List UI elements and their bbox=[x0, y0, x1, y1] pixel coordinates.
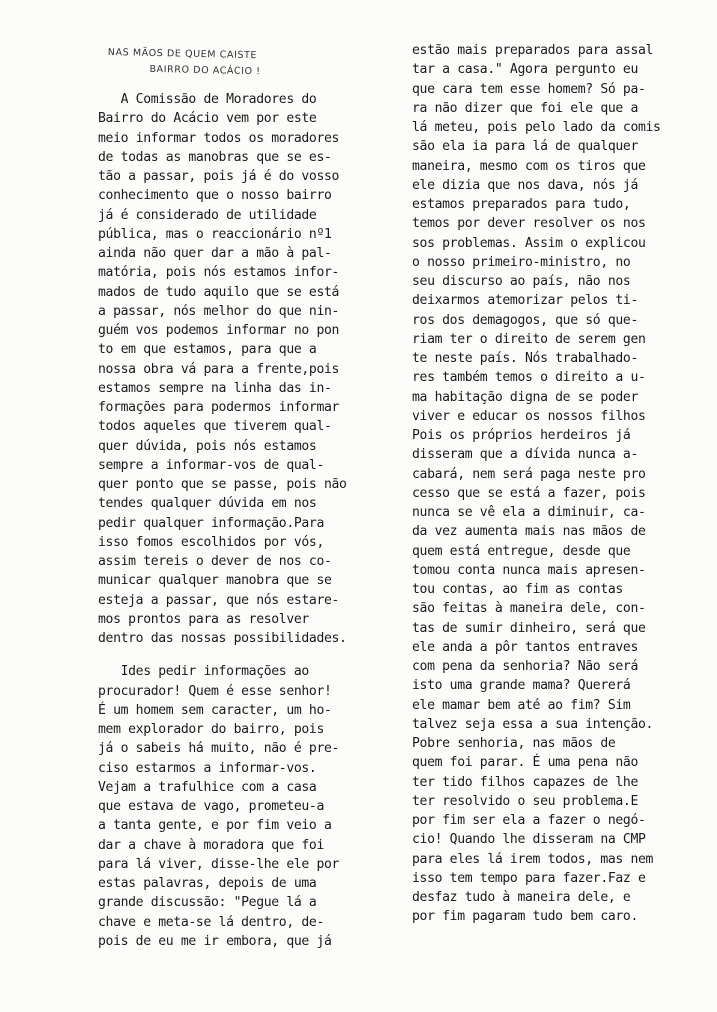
text-line: estamos sempre na linha das in- bbox=[98, 380, 332, 396]
text-line: já o sabeis há muito, não é pre- bbox=[98, 741, 340, 757]
text-line: lá meteu, pois pelo lado da comis bbox=[412, 120, 661, 135]
text-line: A Comissão de Moradores do bbox=[98, 92, 317, 107]
text-line: pública, mas o reaccionário nº1 bbox=[98, 226, 332, 242]
text-line: Pois os próprios herdeiros já bbox=[412, 428, 631, 443]
text-line: tomou conta nunca mais apresen- bbox=[412, 562, 646, 578]
text-line: talvez seja essa a sua intenção. bbox=[412, 716, 654, 732]
text-line: de todas as manobras que se es- bbox=[98, 149, 332, 165]
text-line: para lá viver, disse-lhe ele por bbox=[98, 856, 340, 872]
heading-line-1: NAS MÃOS DE QUEM CAISTE bbox=[107, 46, 258, 62]
text-line: ma habitação digna de se poder bbox=[412, 389, 638, 405]
text-line: guém vos podemos informar no pon bbox=[98, 323, 340, 338]
text-line: formações para podermos informar bbox=[98, 400, 340, 415]
text-line: nunca se vê ela a diminuir, ca- bbox=[412, 505, 646, 520]
text-line: ele anda a pôr tantos entraves bbox=[412, 639, 638, 655]
text-line: ros dos demagogos, que só que- bbox=[412, 312, 638, 328]
text-line: estão mais preparados para assal bbox=[412, 43, 654, 58]
text-line: maneira, mesmo com os tiros que bbox=[412, 158, 646, 174]
text-line: cio! Quando lhe disseram na CMP bbox=[412, 832, 646, 848]
text-line: que estava de vago, prometeu-a bbox=[98, 799, 324, 814]
text-line: pedir qualquer informação.Para bbox=[98, 515, 324, 531]
text-line: viver e educar os nossos filhos bbox=[412, 408, 646, 424]
text-line: ra não dizer que foi ele que a bbox=[412, 100, 638, 116]
text-line: o nosso primeiro-ministro, no bbox=[412, 254, 631, 270]
text-line: dentro das nossas possibilidades. bbox=[98, 631, 347, 646]
text-line: a passar, nós melhor do que nin- bbox=[98, 303, 340, 319]
text-line: ter tido filhos capazes de lhe bbox=[412, 774, 638, 790]
text-line: com pena da senhoria? Não será bbox=[412, 659, 638, 674]
text-line: mem explorador do bairro, pois bbox=[98, 722, 324, 737]
text-line: É um homem sem caracter, um hо- bbox=[98, 702, 332, 718]
text-line: temos por dever resolver os nos bbox=[412, 216, 646, 232]
text-line: por fim ser ela a fazer o negó- bbox=[412, 813, 646, 828]
text-line: esteja a passar, que nós estare- bbox=[98, 592, 340, 608]
left-paragraph-2 bbox=[98, 662, 388, 951]
heading-line-2: BAIRRO DO ACÁCIO ! bbox=[149, 63, 261, 78]
text-line: te neste país. Nós trabalhado- bbox=[412, 351, 638, 366]
text-line: mos prontos para as resolver bbox=[98, 611, 309, 627]
left-paragraph-1 bbox=[98, 90, 388, 648]
text-line: meio informar todos os moradores bbox=[98, 130, 340, 146]
text-line: disseram que a dívida nunca a- bbox=[412, 447, 638, 463]
text-line: já é considerado de utilidade bbox=[98, 207, 317, 223]
text-line: cesso que se está a fazer, pois bbox=[412, 485, 646, 501]
text-line: Bairro do Acácio vem por este bbox=[98, 111, 317, 127]
text-line: quem foi parar. É uma pena não bbox=[412, 755, 638, 771]
text-line: dar a chave à moradora que foi bbox=[98, 837, 324, 853]
text-line: riam ter o direito de serem gen bbox=[412, 331, 646, 347]
text-line: que cara tem esse homem? Só pa- bbox=[412, 81, 646, 97]
text-line: por fim pagaram tudo bem caro. bbox=[412, 909, 638, 925]
paragraph-gap bbox=[98, 648, 388, 662]
text-line: assim tereis o dever de nos co- bbox=[98, 554, 332, 569]
text-line: cabará, nem será paga neste pro bbox=[412, 466, 646, 482]
text-line: ele mamar bem até ao fim? Sim bbox=[412, 697, 631, 713]
text-line: tou contas, ao fim as contas bbox=[412, 582, 623, 597]
text-line: quer ponto que se passe, pois não bbox=[98, 477, 347, 492]
text-line: sempre a informar-vos de qual- bbox=[98, 457, 324, 473]
left-column bbox=[98, 90, 388, 951]
text-line: sos problemas. Assim o explicou bbox=[412, 235, 646, 251]
text-line: to em que estamos, para que a bbox=[98, 342, 317, 358]
text-line: tão a passar, pois já é do vosso bbox=[98, 169, 340, 184]
text-line: grande discussão: "Pegue lá a bbox=[98, 895, 317, 911]
text-line: são ela ia para lá de qualquer bbox=[412, 139, 638, 155]
text-line: res também temos o direito a u- bbox=[412, 370, 646, 386]
text-line: quem está entregue, desde que bbox=[412, 543, 631, 559]
text-line: chave e meta-se lá dentro, de- bbox=[98, 914, 324, 930]
text-line: ter resolvido o seu problema.E bbox=[412, 793, 638, 809]
text-line: nossa obra vá para a frente,pois bbox=[98, 361, 340, 377]
text-line: pois de eu me ir embora, que já bbox=[98, 933, 332, 949]
text-line: seu discurso ao país, não nos bbox=[412, 274, 631, 289]
text-line: procurador! Quem é esse senhor! bbox=[98, 683, 332, 699]
text-line: isso tem tempo para fazer.Faz e bbox=[412, 870, 646, 886]
text-line: Ides pedir informações ao bbox=[98, 664, 309, 680]
text-line: para eles lá irem todos, mas nem bbox=[412, 851, 654, 867]
text-line: estas palavras, depois de uma bbox=[98, 876, 317, 891]
text-line: todos aqueles que tiverem qual- bbox=[98, 419, 332, 435]
text-line: isto uma grande mama? Quererá bbox=[412, 678, 631, 694]
text-line: tar a casa." Agora pergunto eu bbox=[412, 62, 638, 78]
text-line: isso fomos escolhidos por vós, bbox=[98, 534, 324, 550]
text-line: Vejam a trafulhice com a casa bbox=[98, 779, 317, 795]
text-line: estamos preparados para tudo, bbox=[412, 197, 631, 212]
handwritten-heading bbox=[107, 45, 318, 81]
right-column bbox=[412, 41, 702, 927]
text-line: quer dúvida, pois nós estamos bbox=[98, 438, 317, 454]
text-line: municar qualquer manobra que se bbox=[98, 573, 332, 589]
text-line: mados de tudo aquilo que se está bbox=[98, 284, 340, 300]
text-line: desfaz tudo à maneira dele, e bbox=[412, 890, 631, 905]
text-line: ainda não quer dar a mão à pal- bbox=[98, 246, 332, 261]
text-line: da vez aumenta mais nas mãos de bbox=[412, 524, 646, 540]
text-line: são feitas à maneira dele, con- bbox=[412, 601, 646, 617]
text-line: conhecimento que o nosso bairro bbox=[98, 188, 332, 204]
text-line: ciso estarmos a informar-vos. bbox=[98, 760, 317, 776]
text-line: deixarmos atemorizar pelos ti- bbox=[412, 293, 638, 309]
text-line: a tanta gente, e por fim veio a bbox=[98, 818, 332, 834]
text-line: ele dizia que nos dava, nós já bbox=[412, 177, 638, 193]
text-line: tendes qualquer dúvida em nos bbox=[98, 496, 317, 512]
text-line: tas de sumir dinheiro, será que bbox=[412, 620, 646, 636]
text-line: Pobre senhoria, nas mãos de bbox=[412, 736, 616, 751]
text-line: matória, pois nós estamos infor- bbox=[98, 265, 340, 281]
